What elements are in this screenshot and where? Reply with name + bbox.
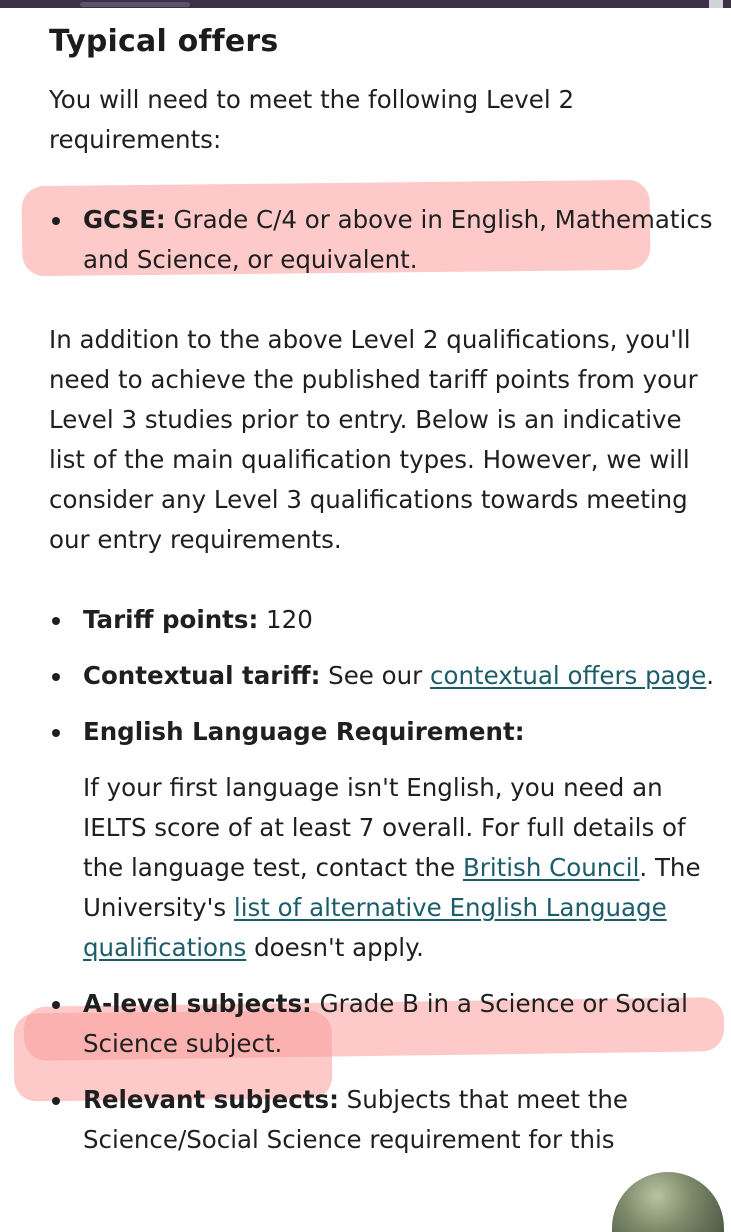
list-item-tariff <box>49 600 719 640</box>
contextual-suffix: . <box>706 661 715 690</box>
bullet-icon <box>52 617 60 625</box>
english-text-3: doesn't apply. <box>254 933 424 962</box>
list-item-contextual <box>49 656 719 696</box>
top-bar-right <box>709 0 723 8</box>
alternative-qualifications-link[interactable]: list of alternative English Language qualifications <box>83 893 667 962</box>
list-item-gcse <box>49 200 719 280</box>
list-item-alevel <box>49 984 719 1064</box>
tariff-value: 120 <box>266 605 313 634</box>
relevant-text: Subjects that meet the Science/Social Science requirement for this <box>83 1085 628 1154</box>
english-label: English Language Requirement: <box>83 717 525 746</box>
page-title: Typical offers <box>49 24 279 59</box>
top-bar-accent <box>80 2 190 7</box>
relevant-label: Relevant subjects: <box>83 1085 339 1114</box>
bullet-icon <box>52 1097 60 1105</box>
level3-paragraph: In addition to the above Level 2 qualifications, you'll need to achieve the published tariff points from your Level 3 studies prior to entry. Below is an indicative list of the main qualification types. However, we will consider any Level 3 qualifications towards meeting our entry requirements. <box>49 325 698 554</box>
alevel-text: Grade B in a Science or Social Science subject. <box>83 989 688 1058</box>
british-council-link[interactable]: British Council <box>462 853 640 882</box>
english-text-2: . The University's <box>83 853 701 922</box>
english-requirement-text <box>83 768 719 968</box>
top-bar <box>0 0 731 8</box>
floating-thumbnail[interactable] <box>612 1172 724 1232</box>
contextual-label: Contextual tariff: <box>83 661 321 690</box>
alevel-label: A-level subjects: <box>83 989 312 1018</box>
bullet-icon <box>52 217 60 225</box>
bullet-icon <box>52 673 60 681</box>
level2-list <box>49 200 719 280</box>
intro-text: You will need to meet the following Level 2 requirements: <box>49 85 575 154</box>
contextual-offers-link[interactable]: contextual offers page <box>430 661 707 690</box>
contextual-prefix: See our <box>328 661 423 690</box>
bullet-icon <box>52 1001 60 1009</box>
tariff-label: Tariff points: <box>83 605 259 634</box>
list-item-relevant <box>49 1080 719 1160</box>
gcse-text: Grade C/4 or above in English, Mathematics and Science, or equivalent. <box>83 205 713 274</box>
requirements-list <box>49 600 719 1160</box>
main-content <box>49 22 719 1176</box>
gcse-label: GCSE: <box>83 205 166 234</box>
english-text-1: If your first language isn't English, you need an IELTS score of at least 7 overall. For full details of the language test, contact the <box>83 773 686 882</box>
list-item-english <box>49 712 719 968</box>
bullet-icon <box>52 729 60 737</box>
